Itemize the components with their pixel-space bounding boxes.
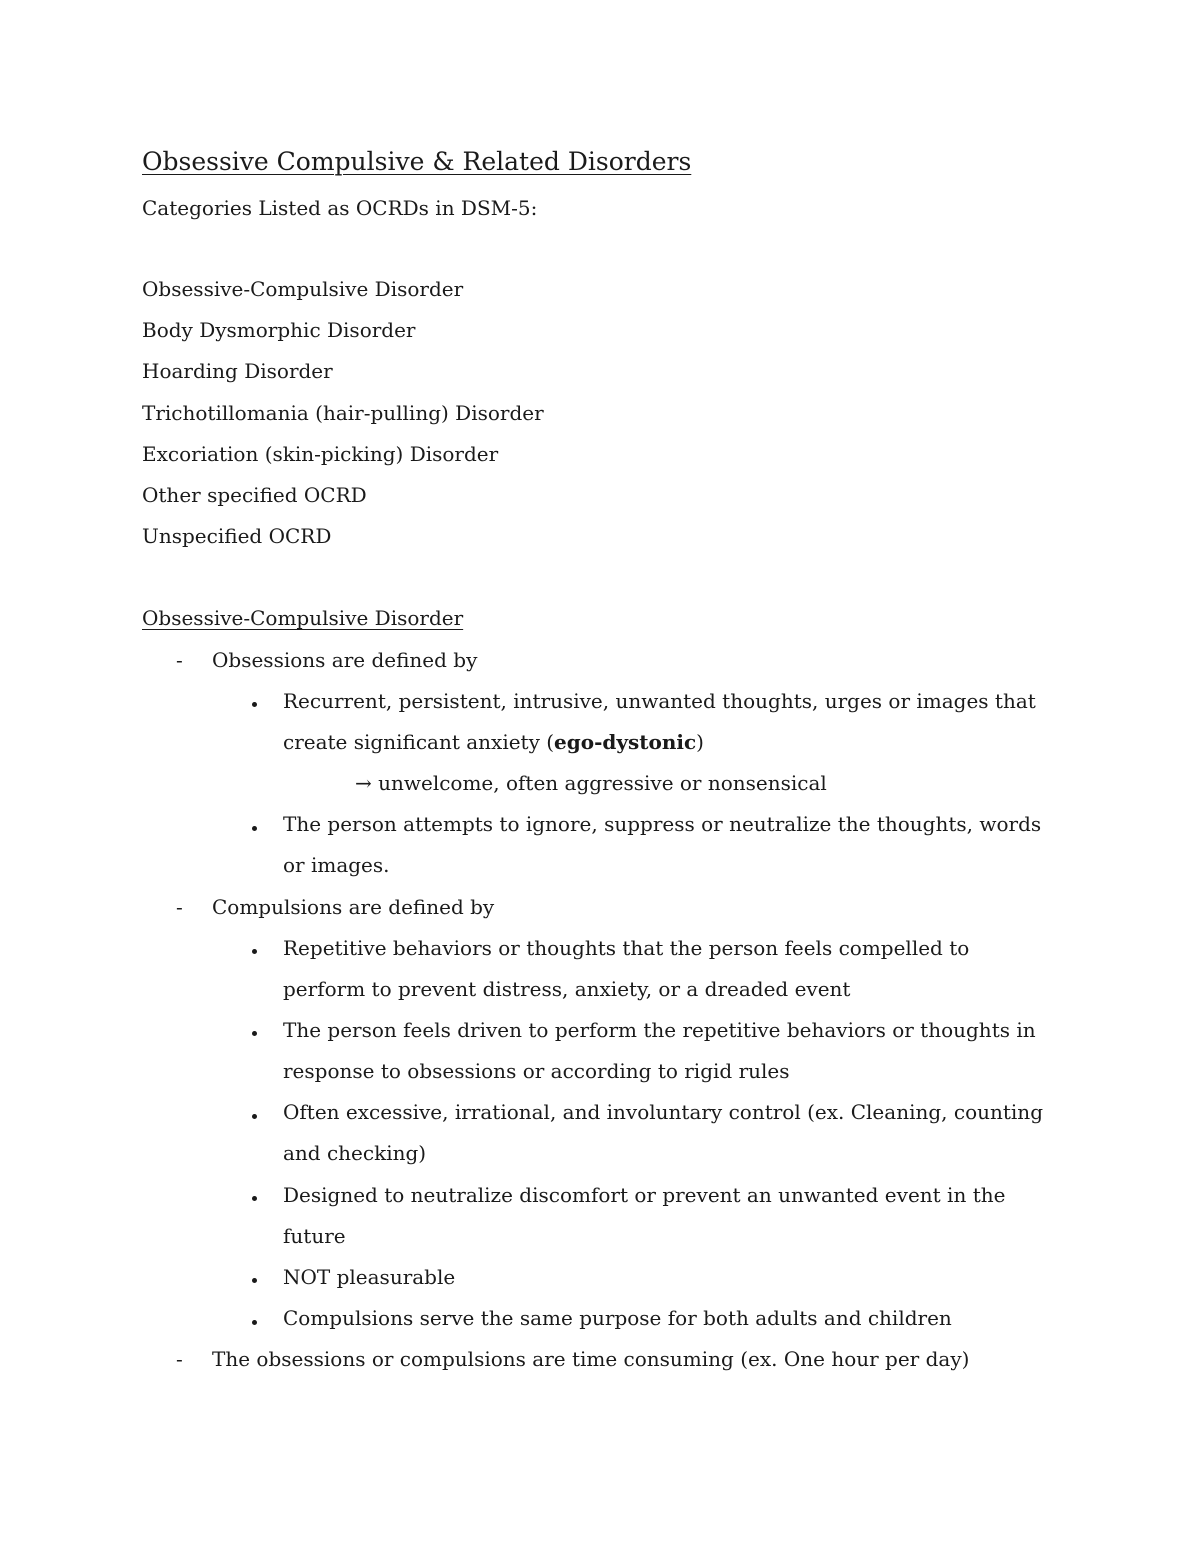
obsession-bullet-1-line-2 <box>283 727 704 757</box>
category-item: Hoarding Disorder <box>142 359 333 383</box>
compulsion-bullet-3-line-2: and checking) <box>283 1141 427 1165</box>
categories-intro: Categories Listed as OCRDs in DSM-5: <box>142 196 538 220</box>
dash-marker: - <box>176 1347 183 1371</box>
category-item: Excoriation (skin-picking) Disorder <box>142 442 499 466</box>
time-consuming-criterion: The obsessions or compulsions are time consuming (ex. One hour per day) <box>212 1347 970 1371</box>
category-item: Other specified OCRD <box>142 483 367 507</box>
ego-dystonic-term: ego-dystonic <box>554 730 697 754</box>
compulsion-bullet-3-line-1: Often excessive, irrational, and involuntary control (ex. Cleaning, counting <box>283 1100 1043 1124</box>
obsession-text: create significant anxiety ( <box>283 730 555 754</box>
dash-marker: - <box>176 648 183 672</box>
bullet-dot <box>252 702 257 707</box>
category-item: Body Dysmorphic Disorder <box>142 318 416 342</box>
category-item: Obsessive-Compulsive Disorder <box>142 277 464 301</box>
bullet-dot <box>252 826 257 831</box>
bullet-dot <box>252 1114 257 1119</box>
dash-marker: - <box>176 895 183 919</box>
bullet-dot <box>252 949 257 954</box>
bullet-dot <box>252 1031 257 1036</box>
bullet-dot <box>252 1320 257 1325</box>
obsession-text: ) <box>696 730 704 754</box>
obsession-arrow-note: → unwelcome, often aggressive or nonsensical <box>355 771 827 795</box>
bullet-dot <box>252 1196 257 1201</box>
page-title: Obsessive Compulsive & Related Disorders <box>142 147 692 176</box>
bullet-dot <box>252 1278 257 1283</box>
section-heading-ocd: Obsessive-Compulsive Disorder <box>142 606 464 630</box>
obsession-bullet-2-line-2: or images. <box>283 853 390 877</box>
compulsion-bullet-5: NOT pleasurable <box>283 1265 456 1289</box>
compulsion-bullet-1-line-2: perform to prevent distress, anxiety, or a dreaded event <box>283 977 851 1001</box>
compulsion-bullet-6: Compulsions serve the same purpose for both adults and children <box>283 1306 952 1330</box>
category-item: Trichotillomania (hair-pulling) Disorder <box>142 401 544 425</box>
compulsion-bullet-2-line-2: response to obsessions or according to rigid rules <box>283 1059 790 1083</box>
compulsion-bullet-4-line-1: Designed to neutralize discomfort or prevent an unwanted event in the <box>283 1183 1006 1207</box>
compulsions-label: Compulsions are defined by <box>212 895 495 919</box>
obsessions-label: Obsessions are defined by <box>212 648 478 672</box>
obsession-bullet-1-line-1: Recurrent, persistent, intrusive, unwanted thoughts, urges or images that <box>283 689 1036 713</box>
category-item: Unspecified OCRD <box>142 524 332 548</box>
obsession-bullet-2-line-1: The person attempts to ignore, suppress or neutralize the thoughts, words <box>283 812 1042 836</box>
compulsion-bullet-2-line-1: The person feels driven to perform the repetitive behaviors or thoughts in <box>283 1018 1036 1042</box>
compulsion-bullet-4-line-2: future <box>283 1224 346 1248</box>
compulsion-bullet-1-line-1: Repetitive behaviors or thoughts that the person feels compelled to <box>283 936 970 960</box>
